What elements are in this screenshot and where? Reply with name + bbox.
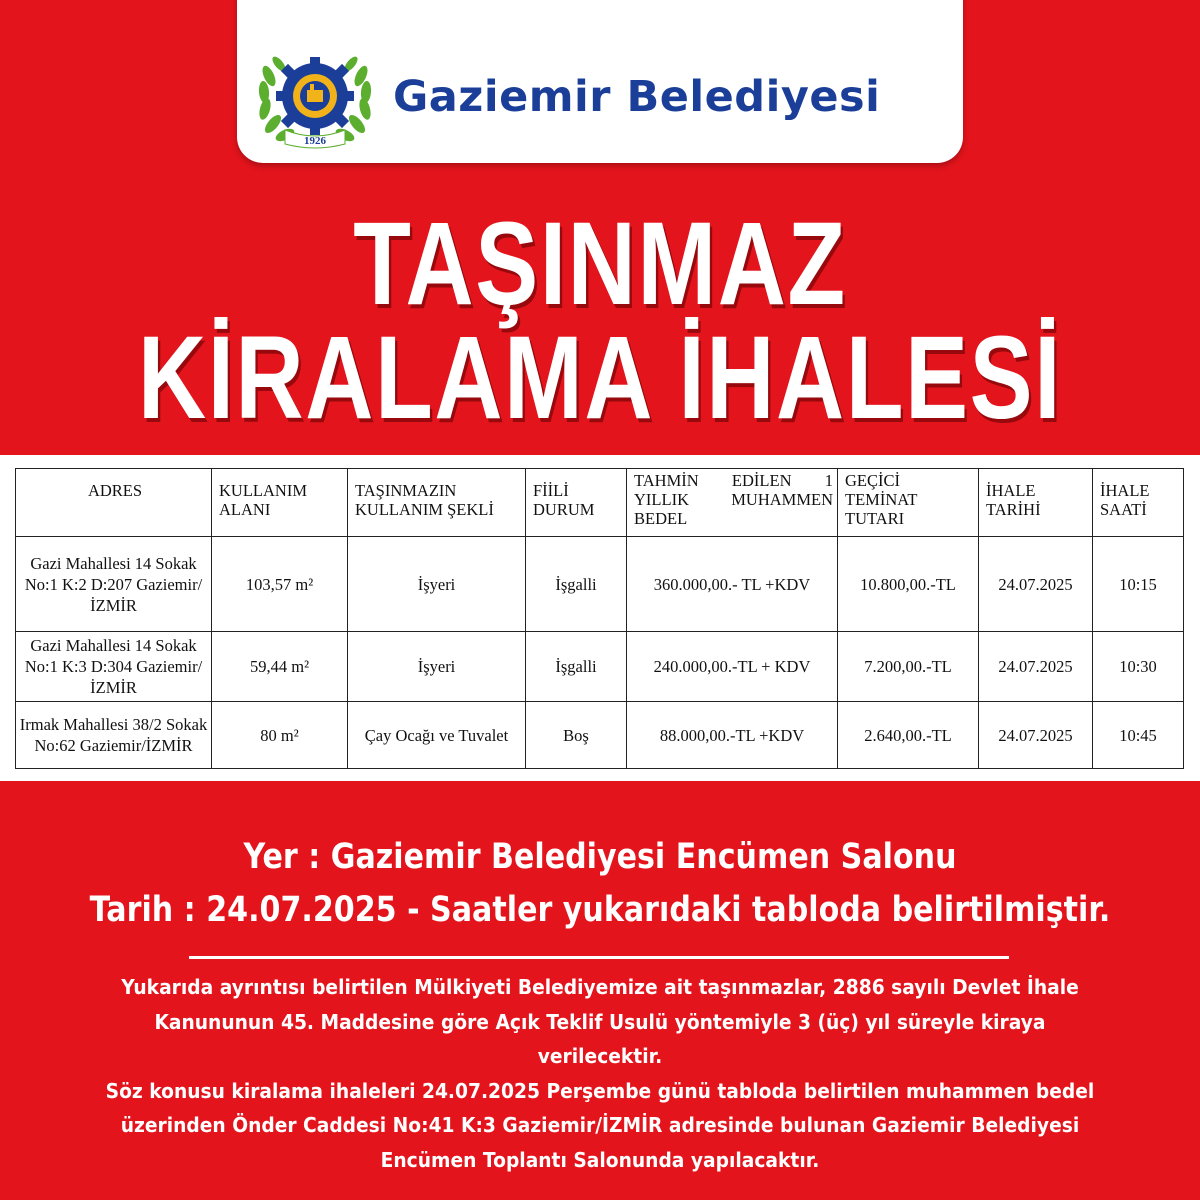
header-kullanim-alani: KULLANIM ALANI [212, 469, 348, 537]
brand-name: Gaziemir Belediyesi [393, 72, 881, 122]
header-muhammen-bedel: TAHMİN EDİLEN 1 YILLIK MUHAMMEN BEDEL [627, 469, 838, 537]
headline-line-2: KİRALAMA İHALESİ [137, 312, 1063, 444]
cell-bedel: 88.000,00.-TL +KDV [627, 702, 838, 769]
table-row [16, 702, 1184, 769]
cell-adres: Gazi Mahallesi 14 Sokak No:1 K:3 D:304 Gaziemir/İZMİR [16, 632, 212, 702]
header-adres: ADRES [16, 469, 212, 537]
headline-line-1: TAŞINMAZ [353, 198, 847, 330]
venue-line: Yer : Gaziemir Belediyesi Encümen Salonu [243, 837, 957, 877]
cell-bedel: 360.000,00.- TL +KDV [627, 537, 838, 632]
header-gecici-teminat: GEÇİCİ TEMİNAT TUTARI [838, 469, 979, 537]
table-row [16, 537, 1184, 632]
cell-saat: 10:30 [1093, 632, 1184, 702]
cell-durum: İşgalli [526, 632, 627, 702]
cell-alan: 80 m² [212, 702, 348, 769]
header-fiili-durum: FİİLİ DURUM [526, 469, 627, 537]
cell-teminat: 7.200,00.-TL [838, 632, 979, 702]
cell-tarih: 24.07.2025 [979, 702, 1093, 769]
cell-teminat: 10.800,00.-TL [838, 537, 979, 632]
municipality-emblem [255, 46, 375, 150]
header-ihale-saati: İHALE SAATİ [1093, 469, 1184, 537]
divider [189, 956, 1009, 959]
cell-bedel: 240.000,00.-TL + KDV [627, 632, 838, 702]
date-line: Tarih : 24.07.2025 - Saatler yukarıdaki tabloda belirtilmiştir. [89, 890, 1111, 930]
cell-tarih: 24.07.2025 [979, 632, 1093, 702]
cell-alan: 103,57 m² [212, 537, 348, 632]
header-ihale-tarihi: İHALE TARİHİ [979, 469, 1093, 537]
cell-alan: 59,44 m² [212, 632, 348, 702]
table-row [16, 632, 1184, 702]
table-header-row [16, 469, 1184, 537]
auction-table-panel [0, 455, 1200, 781]
cell-tarih: 24.07.2025 [979, 537, 1093, 632]
cell-saat: 10:45 [1093, 702, 1184, 769]
announcement-body: Yukarıda ayrıntısı belirtilen Mülkiyeti Belediyemize ait taşınmazlar, 2886 sayılı Devlet İhale Kanununun 45. Maddesine göre Açık Teklif Usulü yöntemiyle 3 (üç) yıl süreyle kiraya verilecektir. Söz konusu kiralama ihaleleri 24.07.2025 Perşembe günü tabloda belirtilen muhammen bedel üzerinden Önder Caddesi No:41 K:3 Gaziemir/İZMİR adresinde bulunan Gaziemir Belediyesi Encümen Toplantı Salonunda yapılacaktır. [105, 975, 1095, 1172]
cell-saat: 10:15 [1093, 537, 1184, 632]
cell-teminat: 2.640,00.-TL [838, 702, 979, 769]
cell-durum: İşgalli [526, 537, 627, 632]
cell-adres: Irmak Mahallesi 38/2 Sokak No:62 Gaziemir/İZMİR [16, 702, 212, 769]
cell-kullanim: İşyeri [348, 537, 526, 632]
logo-card [237, 0, 963, 163]
cell-durum: Boş [526, 702, 627, 769]
cell-kullanim: İşyeri [348, 632, 526, 702]
cell-kullanim: Çay Ocağı ve Tuvalet [348, 702, 526, 769]
header-kullanim-sekli: TAŞINMAZIN KULLANIM ŞEKLİ [348, 469, 526, 537]
founding-year: 1926 [304, 135, 326, 147]
cell-adres: Gazi Mahallesi 14 Sokak No:1 K:2 D:207 Gaziemir/İZMİR [16, 537, 212, 632]
auction-table [15, 468, 1184, 769]
